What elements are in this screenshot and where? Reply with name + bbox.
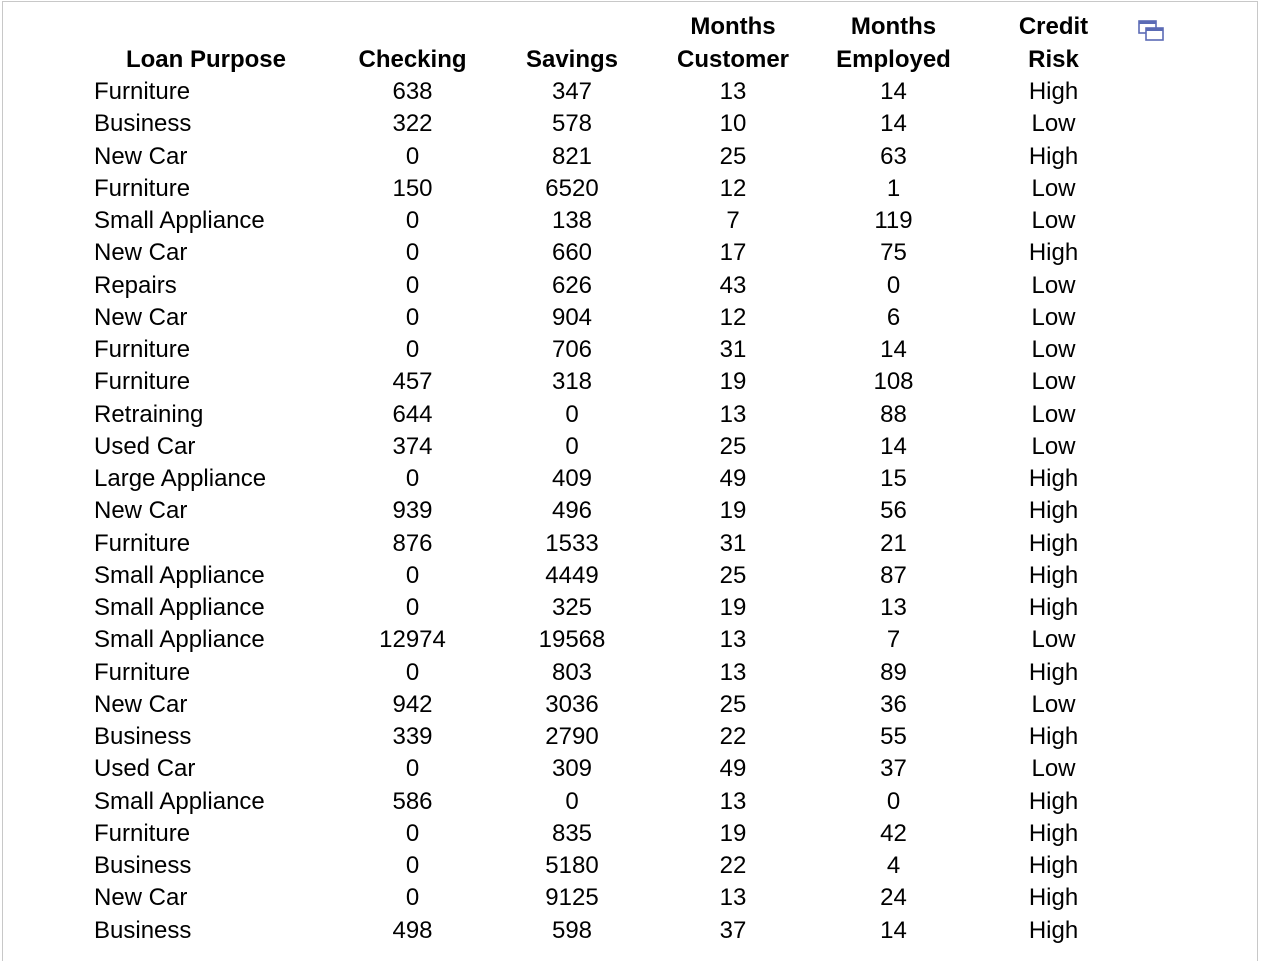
credit-risk-cell: High xyxy=(1028,465,1079,493)
months-customer-cell: 22 xyxy=(719,723,747,751)
months-employed-cell: 13 xyxy=(880,594,907,622)
checking-cell: 0 xyxy=(405,465,420,493)
savings-cell: 706 xyxy=(551,336,593,364)
header-row-bottom xyxy=(86,43,1141,76)
header-months-employed: Employed xyxy=(836,46,951,73)
months-customer-cell: 13 xyxy=(719,626,747,654)
header-loan-purpose: Loan Purpose xyxy=(125,46,287,73)
header-loan-purpose-top xyxy=(86,10,326,43)
months-employed-cell: 14 xyxy=(880,110,907,138)
months-employed-cell: 108 xyxy=(873,368,914,396)
loan-purpose-cell: Business xyxy=(94,852,192,880)
loan-purpose-cell: Business xyxy=(94,723,192,751)
months-customer-cell: 13 xyxy=(719,884,747,912)
table-row xyxy=(86,560,1141,592)
header-credit-risk-top: Credit xyxy=(1018,13,1089,40)
months-employed-cell: 6 xyxy=(886,303,901,331)
table-row xyxy=(86,334,1141,366)
checking-cell: 0 xyxy=(405,239,420,267)
loan-purpose-cell: Used Car xyxy=(94,755,196,783)
loan-purpose-cell: Small Appliance xyxy=(94,561,265,589)
checking-cell: 942 xyxy=(392,690,433,718)
loan-purpose-cell: Small Appliance xyxy=(94,594,265,622)
credit-risk-cell: High xyxy=(1028,852,1079,880)
checking-cell: 0 xyxy=(405,819,420,847)
loan-purpose-cell: New Car xyxy=(94,884,188,912)
months-customer-cell: 19 xyxy=(719,497,747,525)
checking-cell: 374 xyxy=(392,432,433,460)
credit-risk-cell: High xyxy=(1028,594,1079,622)
loan-purpose-cell: Furniture xyxy=(94,819,191,847)
months-customer-cell: 13 xyxy=(719,658,747,686)
savings-cell: 347 xyxy=(551,78,593,106)
loan-purpose-cell: Large Appliance xyxy=(94,465,267,493)
months-employed-cell: 63 xyxy=(880,142,907,170)
credit-risk-cell: Low xyxy=(1031,432,1076,460)
savings-cell: 325 xyxy=(551,594,593,622)
credit-risk-cell: High xyxy=(1028,787,1079,815)
months-employed-cell: 1 xyxy=(886,174,901,202)
months-employed-cell: 37 xyxy=(880,755,907,783)
checking-cell: 0 xyxy=(405,658,420,686)
checking-cell: 457 xyxy=(392,368,433,396)
table-row xyxy=(86,237,1141,269)
loan-purpose-cell: Business xyxy=(94,916,192,944)
loan-purpose-cell: New Car xyxy=(94,142,188,170)
checking-cell: 0 xyxy=(405,884,420,912)
savings-cell: 9125 xyxy=(545,884,599,912)
checking-cell: 0 xyxy=(405,303,420,331)
checking-cell: 0 xyxy=(405,271,420,299)
credit-risk-cell: Low xyxy=(1031,174,1076,202)
months-customer-cell: 25 xyxy=(719,561,747,589)
savings-cell: 318 xyxy=(551,368,593,396)
loan-purpose-cell: Furniture xyxy=(94,78,191,106)
credit-risk-cell: Low xyxy=(1031,207,1076,235)
header-checking: Checking xyxy=(358,46,467,73)
checking-cell: 638 xyxy=(392,78,433,106)
months-employed-cell: 14 xyxy=(880,916,907,944)
savings-cell: 598 xyxy=(551,916,593,944)
loan-purpose-cell: Furniture xyxy=(94,368,191,396)
table-row xyxy=(86,302,1141,334)
header-months-customer-top: Months xyxy=(690,13,776,40)
table-row xyxy=(86,366,1141,398)
credit-risk-cell: High xyxy=(1028,819,1079,847)
table-row xyxy=(86,495,1141,527)
checking-cell: 939 xyxy=(392,497,433,525)
savings-cell: 578 xyxy=(551,110,593,138)
months-employed-cell: 14 xyxy=(880,78,907,106)
savings-cell: 409 xyxy=(551,465,593,493)
months-employed-cell: 89 xyxy=(880,658,907,686)
loan-purpose-cell: Repairs xyxy=(94,271,177,299)
credit-risk-cell: Low xyxy=(1031,690,1076,718)
months-employed-cell: 119 xyxy=(874,207,913,235)
credit-risk-cell: Low xyxy=(1031,368,1076,396)
loan-purpose-cell: Business xyxy=(94,110,192,138)
credit-risk-cell: High xyxy=(1028,916,1079,944)
checking-cell: 0 xyxy=(405,336,420,364)
savings-cell: 5180 xyxy=(545,852,599,880)
loan-purpose-cell: Furniture xyxy=(94,529,191,557)
checking-cell: 0 xyxy=(405,852,420,880)
credit-risk-cell: Low xyxy=(1031,755,1076,783)
credit-risk-cell: High xyxy=(1028,78,1079,106)
checking-cell: 586 xyxy=(392,787,433,815)
table-row xyxy=(86,657,1141,689)
table-row xyxy=(86,141,1141,173)
months-employed-cell: 4 xyxy=(886,852,901,880)
checking-cell: 0 xyxy=(405,594,420,622)
loan-purpose-cell: Furniture xyxy=(94,336,191,364)
table-row xyxy=(86,173,1141,205)
table-row xyxy=(86,786,1141,818)
months-customer-cell: 31 xyxy=(719,529,747,557)
table-row xyxy=(86,528,1141,560)
credit-risk-cell: Low xyxy=(1031,303,1076,331)
checking-cell: 339 xyxy=(392,723,433,751)
checking-cell: 876 xyxy=(392,529,433,557)
credit-risk-cell: High xyxy=(1028,561,1079,589)
credit-risk-cell: High xyxy=(1028,239,1079,267)
credit-risk-cell: High xyxy=(1028,723,1079,751)
savings-cell: 4449 xyxy=(545,561,599,589)
table-row xyxy=(86,463,1141,495)
checking-cell: 644 xyxy=(392,400,433,428)
months-customer-cell: 22 xyxy=(719,852,747,880)
table-row xyxy=(86,205,1141,237)
months-customer-cell: 43 xyxy=(719,271,747,299)
credit-risk-cell: High xyxy=(1028,884,1079,912)
table-row xyxy=(86,753,1141,785)
months-customer-cell: 25 xyxy=(719,142,747,170)
savings-cell: 0 xyxy=(565,432,579,460)
loan-purpose-cell: Small Appliance xyxy=(94,626,265,654)
table-row xyxy=(86,882,1141,914)
table-row xyxy=(86,108,1141,140)
months-customer-cell: 12 xyxy=(719,174,747,202)
table-header xyxy=(86,10,1141,76)
loan-purpose-cell: Small Appliance xyxy=(94,207,265,235)
months-employed-cell: 36 xyxy=(880,690,907,718)
months-customer-cell: 7 xyxy=(726,207,740,235)
months-employed-cell: 14 xyxy=(880,432,907,460)
months-employed-cell: 87 xyxy=(880,561,907,589)
checking-cell: 0 xyxy=(405,561,420,589)
table-row xyxy=(86,689,1141,721)
months-employed-cell: 55 xyxy=(880,723,907,751)
checking-cell: 150 xyxy=(392,174,433,202)
table-row xyxy=(86,915,1141,947)
months-customer-cell: 49 xyxy=(719,755,747,783)
loan-purpose-cell: New Car xyxy=(94,303,188,331)
savings-cell: 3036 xyxy=(545,690,599,718)
credit-risk-cell: High xyxy=(1028,529,1079,557)
popout-icon[interactable] xyxy=(1138,20,1164,42)
months-employed-cell: 88 xyxy=(880,400,907,428)
months-customer-cell: 19 xyxy=(719,819,747,847)
header-row-top xyxy=(86,10,1141,43)
table-row xyxy=(86,721,1141,753)
checking-cell: 498 xyxy=(392,916,433,944)
header-months-employed-top: Months xyxy=(850,13,937,40)
months-employed-cell: 15 xyxy=(880,465,907,493)
checking-cell: 322 xyxy=(392,110,433,138)
table-row xyxy=(86,76,1141,108)
savings-cell: 803 xyxy=(551,658,593,686)
months-customer-cell: 13 xyxy=(719,400,747,428)
table-row xyxy=(86,431,1141,463)
table-row xyxy=(86,624,1141,656)
table-row xyxy=(86,818,1141,850)
loan-purpose-cell: New Car xyxy=(94,497,188,525)
checking-cell: 0 xyxy=(405,755,420,783)
credit-risk-cell: Low xyxy=(1031,336,1076,364)
months-customer-cell: 10 xyxy=(719,110,747,138)
months-customer-cell: 49 xyxy=(719,465,747,493)
loan-purpose-cell: Furniture xyxy=(94,174,191,202)
credit-risk-cell: Low xyxy=(1031,626,1076,654)
months-employed-cell: 56 xyxy=(880,497,907,525)
months-customer-cell: 12 xyxy=(719,303,747,331)
savings-cell: 660 xyxy=(551,239,593,267)
credit-risk-cell: Low xyxy=(1031,271,1076,299)
table-row xyxy=(86,270,1141,302)
table-row xyxy=(86,592,1141,624)
months-customer-cell: 19 xyxy=(719,594,747,622)
loan-data-table xyxy=(86,10,1141,947)
checking-cell: 12974 xyxy=(379,626,446,654)
loan-purpose-cell: Used Car xyxy=(94,432,196,460)
savings-cell: 626 xyxy=(551,271,593,299)
header-credit-risk: Risk xyxy=(1028,46,1079,73)
credit-risk-cell: Low xyxy=(1031,110,1076,138)
credit-risk-cell: High xyxy=(1028,142,1079,170)
header-savings-top xyxy=(499,10,645,43)
months-employed-cell: 21 xyxy=(880,529,907,557)
credit-risk-cell: High xyxy=(1028,658,1079,686)
checking-cell: 0 xyxy=(405,207,420,235)
credit-risk-cell: Low xyxy=(1031,400,1076,428)
months-customer-cell: 25 xyxy=(719,690,747,718)
loan-purpose-cell: Furniture xyxy=(94,658,191,686)
months-employed-cell: 14 xyxy=(880,336,907,364)
savings-cell: 904 xyxy=(551,303,593,331)
savings-cell: 0 xyxy=(565,787,579,815)
months-customer-cell: 37 xyxy=(719,916,747,944)
table-body xyxy=(86,76,1141,947)
months-employed-cell: 42 xyxy=(880,819,907,847)
table-row xyxy=(86,399,1141,431)
months-employed-cell: 7 xyxy=(886,626,901,654)
savings-cell: 6520 xyxy=(545,174,599,202)
header-savings: Savings xyxy=(525,46,619,73)
months-employed-cell: 0 xyxy=(886,787,901,815)
loan-purpose-cell: Retraining xyxy=(94,400,204,428)
savings-cell: 496 xyxy=(551,497,593,525)
savings-cell: 2790 xyxy=(545,723,599,751)
months-customer-cell: 31 xyxy=(719,336,747,364)
credit-risk-cell: High xyxy=(1028,497,1079,525)
checking-cell: 0 xyxy=(405,142,420,170)
months-employed-cell: 75 xyxy=(880,239,907,267)
savings-cell: 821 xyxy=(551,142,593,170)
months-employed-cell: 24 xyxy=(880,884,907,912)
savings-cell: 138 xyxy=(551,207,593,235)
months-employed-cell: 0 xyxy=(886,271,901,299)
loan-purpose-cell: New Car xyxy=(94,690,188,718)
savings-cell: 1533 xyxy=(545,529,599,557)
months-customer-cell: 13 xyxy=(719,78,747,106)
savings-cell: 835 xyxy=(551,819,593,847)
months-customer-cell: 25 xyxy=(719,432,747,460)
months-customer-cell: 13 xyxy=(719,787,747,815)
savings-cell: 0 xyxy=(565,400,579,428)
savings-cell: 309 xyxy=(551,755,593,783)
months-customer-cell: 19 xyxy=(719,368,747,396)
loan-purpose-cell: New Car xyxy=(94,239,188,267)
months-customer-cell: 17 xyxy=(719,239,747,267)
header-months-customer: Customer xyxy=(676,46,790,73)
table-row xyxy=(86,850,1141,882)
savings-cell: 19568 xyxy=(538,626,606,654)
loan-purpose-cell: Small Appliance xyxy=(94,787,265,815)
header-checking-top xyxy=(326,10,499,43)
